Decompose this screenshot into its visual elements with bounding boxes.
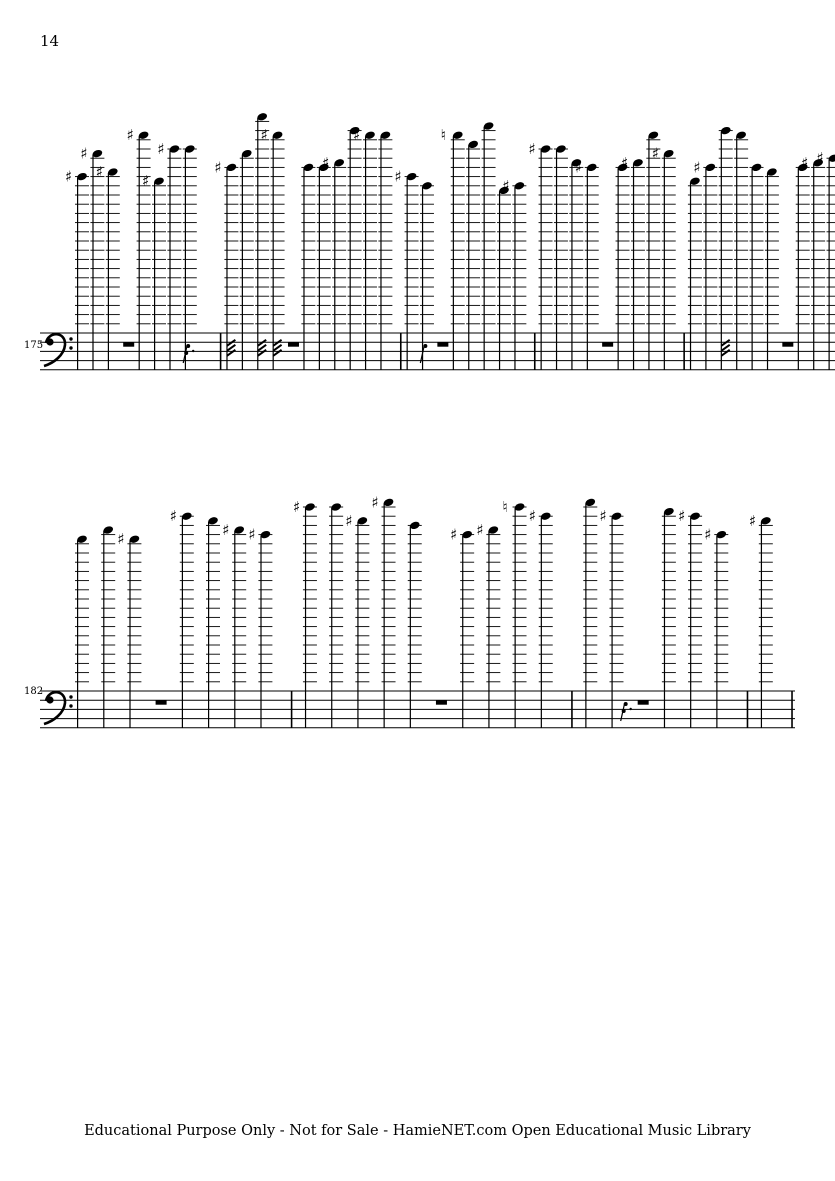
note bbox=[222, 521, 246, 728]
sharp-icon: ♯ bbox=[502, 176, 510, 195]
note bbox=[476, 521, 500, 728]
sharp-icon: ♯ bbox=[345, 511, 353, 530]
note bbox=[372, 493, 396, 727]
sharp-icon: ♯ bbox=[65, 167, 73, 186]
measure-number: 175 bbox=[24, 340, 44, 351]
sharp-icon: ♯ bbox=[222, 521, 230, 539]
sharp-icon: ♯ bbox=[693, 158, 701, 177]
sharp-icon: ♯ bbox=[528, 140, 536, 158]
sharp-icon: ♯ bbox=[748, 511, 757, 530]
bass-clef-icon bbox=[44, 692, 73, 724]
sharp-icon: ♯ bbox=[292, 498, 301, 516]
note bbox=[678, 507, 702, 728]
sharp-icon: ♯ bbox=[704, 525, 712, 544]
sharp-icon: ♯ bbox=[450, 525, 458, 544]
note bbox=[583, 497, 597, 727]
sharp-icon: ♯ bbox=[651, 144, 660, 163]
note bbox=[749, 512, 773, 728]
natural-icon: ♮ bbox=[440, 126, 447, 145]
page-number: 14 bbox=[40, 32, 60, 50]
sharp-icon: ♯ bbox=[126, 126, 134, 145]
rest-icon bbox=[436, 700, 447, 705]
note bbox=[599, 507, 623, 728]
sharp-icon: ♯ bbox=[371, 493, 379, 512]
sharp-icon: ♯ bbox=[394, 167, 402, 186]
sharp-icon: ♯ bbox=[117, 530, 125, 549]
note bbox=[248, 526, 272, 728]
sharp-icon: ♯ bbox=[214, 158, 222, 177]
sharp-icon: ♯ bbox=[248, 525, 256, 544]
sharp-icon: ♯ bbox=[80, 144, 88, 163]
note bbox=[408, 520, 422, 727]
sharp-icon: ♯ bbox=[142, 172, 150, 191]
sharp-icon: ♯ bbox=[599, 507, 607, 526]
sharp-icon: ♯ bbox=[816, 149, 824, 168]
sharp-icon: ♯ bbox=[678, 507, 686, 526]
natural-icon: ♮ bbox=[502, 498, 508, 516]
note bbox=[503, 498, 527, 728]
note bbox=[662, 507, 676, 728]
note bbox=[170, 507, 194, 728]
note bbox=[450, 526, 474, 728]
sharp-icon: ♯ bbox=[476, 521, 484, 539]
note bbox=[293, 498, 317, 728]
sharp-icon: ♯ bbox=[169, 507, 178, 526]
note bbox=[704, 526, 728, 728]
rest-icon bbox=[621, 700, 649, 721]
note bbox=[75, 534, 89, 728]
sharp-icon: ♯ bbox=[620, 153, 629, 172]
note bbox=[345, 512, 369, 728]
sharp-icon: ♯ bbox=[352, 126, 361, 145]
sharp-icon: ♯ bbox=[528, 507, 537, 526]
note bbox=[101, 525, 115, 728]
sharp-icon: ♯ bbox=[574, 158, 583, 177]
footer-text: Educational Purpose Only - Not for Sale - HamieNET.com Open Educational Music Library bbox=[84, 1123, 751, 1139]
sharp-icon: ♯ bbox=[260, 126, 268, 145]
rest-icon bbox=[156, 700, 167, 705]
sharp-icon: ♯ bbox=[322, 153, 330, 172]
note bbox=[206, 516, 220, 728]
note bbox=[329, 502, 343, 728]
note bbox=[529, 507, 553, 728]
sharp-icon: ♯ bbox=[157, 140, 165, 158]
sharp-icon: ♯ bbox=[801, 153, 809, 172]
sharp-icon: ♯ bbox=[95, 163, 104, 181]
note bbox=[117, 530, 141, 728]
measure-number: 182 bbox=[24, 686, 44, 697]
